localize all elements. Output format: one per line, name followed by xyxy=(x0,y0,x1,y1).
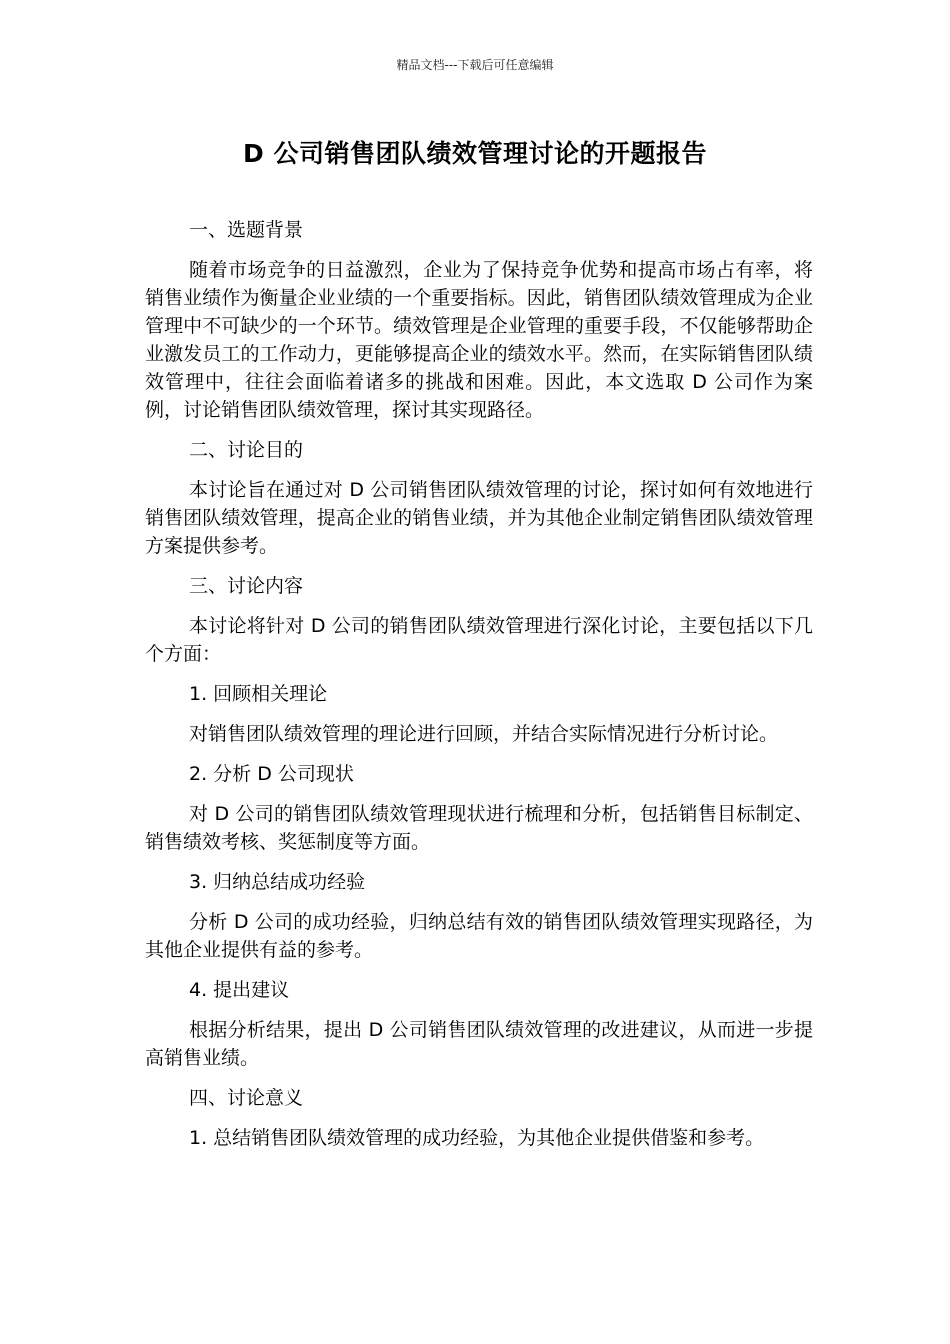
content-item-1-title: 1. 回顾相关理论 xyxy=(189,683,328,705)
section-heading-content: 三、讨论内容 xyxy=(189,575,304,597)
document-body xyxy=(145,216,813,1164)
content-item-1-desc: 对销售团队绩效管理的理论进行回顾，并结合实际情况进行分析讨论。 xyxy=(189,723,779,745)
content-item-4-desc: 根据分析结果，提出 D 公司销售团队绩效管理的改进建议，从而进一步提高销售业绩。 xyxy=(145,1019,813,1069)
section-heading-background: 一、选题背景 xyxy=(189,219,304,241)
content-item-2-title: 2. 分析 D 公司现状 xyxy=(189,763,354,785)
content-item-4-title: 4. 提出建议 xyxy=(189,979,290,1001)
purpose-paragraph: 本讨论旨在通过对 D 公司销售团队绩效管理的讨论，探讨如何有效地进行销售团队绩效管理，提高企业的销售业绩，并为其他企业制定销售团队绩效管理方案提供参考。 xyxy=(145,479,813,557)
background-paragraph: 随着市场竞争的日益激烈，企业为了保持竞争优势和提高市场占有率，将销售业绩作为衡量企业业绩的一个重要指标。因此，销售团队绩效管理成为企业管理中不可缺少的一个环节。绩效管理是企业管理的重要手段，不仅能够帮助企业激发员工的工作动力，更能够提高企业的绩效水平。然而，在实际销售团队绩效管理中，往往会面临着诸多的挑战和困难。因此，本文选取 D 公司作为案例，讨论销售团队绩效管理，探讨其实现路径。 xyxy=(145,259,813,421)
page-header: 精品文档---下载后可任意编辑 xyxy=(396,58,554,72)
content-intro-paragraph: 本讨论将针对 D 公司的销售团队绩效管理进行深化讨论，主要包括以下几个方面： xyxy=(145,615,813,665)
section-heading-significance: 四、讨论意义 xyxy=(189,1087,304,1109)
content-item-3-title: 3. 归纳总结成功经验 xyxy=(189,871,366,893)
content-item-3-desc: 分析 D 公司的成功经验，归纳总结有效的销售团队绩效管理实现路径，为其他企业提供有益的参考。 xyxy=(145,911,813,961)
content-item-2-desc: 对 D 公司的销售团队绩效管理现状进行梳理和分析，包括销售目标制定、销售绩效考核、奖惩制度等方面。 xyxy=(145,803,813,853)
significance-item-1: 1. 总结销售团队绩效管理的成功经验，为其他企业提供借鉴和参考。 xyxy=(189,1127,765,1149)
section-heading-purpose: 二、讨论目的 xyxy=(189,439,304,461)
document-title: D 公司销售团队绩效管理讨论的开题报告 xyxy=(243,139,707,168)
